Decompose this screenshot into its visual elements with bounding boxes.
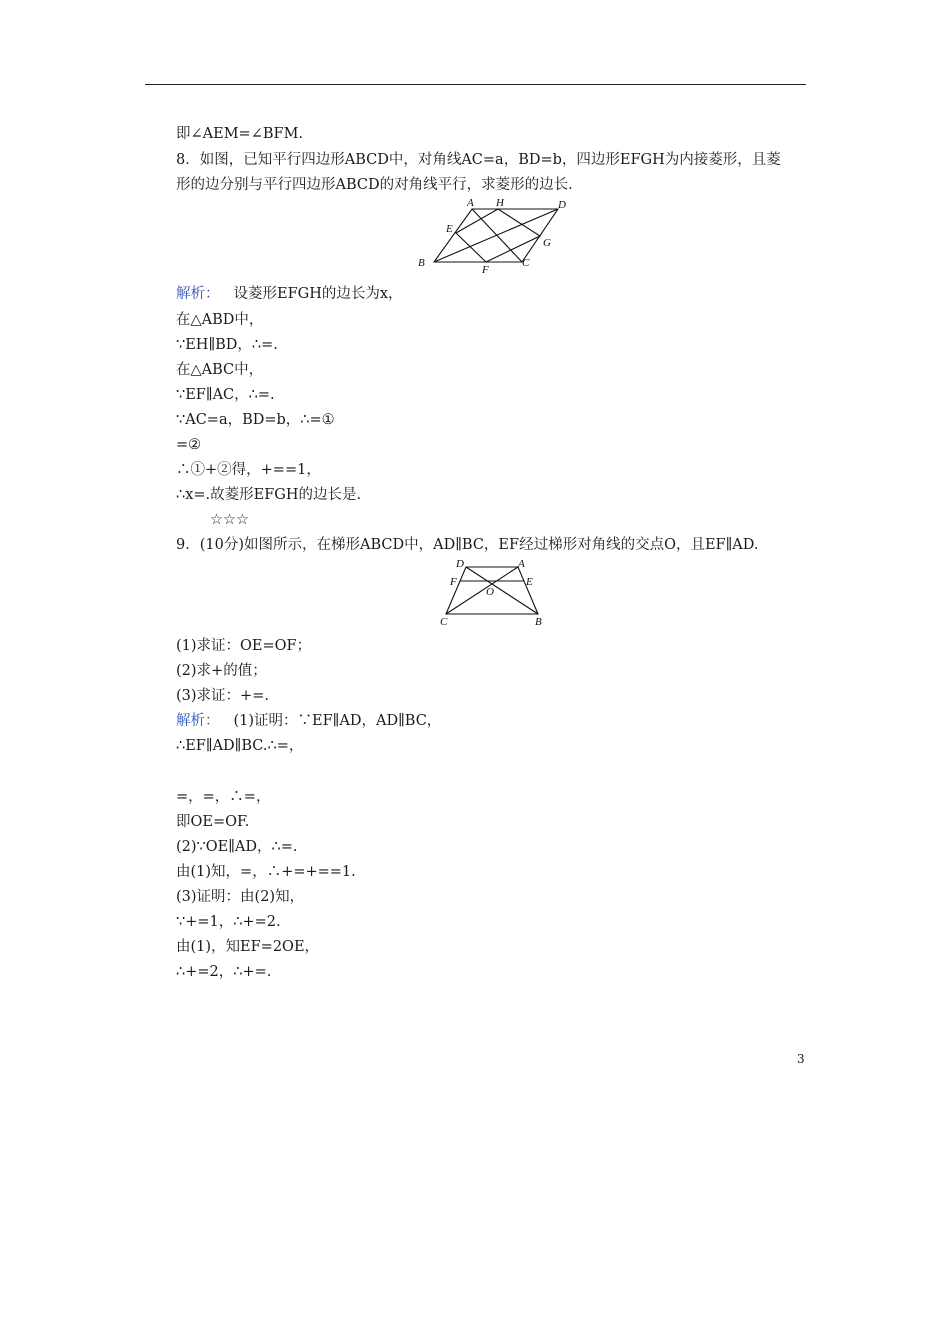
question-9-part-1: (1)求证：OE=OF； (176, 638, 312, 654)
solution-label: 解析： (176, 286, 220, 302)
solution-9-line: ∴EF∥AD∥BC.∴=， (176, 738, 304, 754)
solution-9-line: ∵+=1，∴+=2. (176, 914, 281, 930)
solution-9-line: ∴+=2，∴+=. (176, 964, 272, 980)
solution-label: 解析： (176, 713, 220, 729)
label-f: F (482, 264, 489, 274)
solution-9-line: (3)证明：由(2)知， (176, 889, 305, 905)
solution-8-line: ∵EH∥BD，∴=. (176, 337, 278, 353)
label-b: B (535, 616, 542, 627)
label-e: E (526, 576, 533, 588)
parallelogram-figure (412, 196, 572, 274)
header-rule (145, 84, 806, 85)
page-number: 3 (797, 1052, 805, 1066)
label-c: C (522, 257, 530, 269)
question-9: 9．(10分)如图所示，在梯形ABCD中，AD∥BC，EF经过梯形对角线的交点O，且EF∥AD. (176, 537, 759, 553)
solution-9-first-line (176, 711, 441, 731)
label-d: D (558, 199, 566, 211)
solution-8-line: 在△ABD中， (176, 312, 264, 328)
solution-9-line: =，=，∴=， (176, 789, 271, 805)
label-a: A (467, 197, 474, 209)
solution-9-line: 即OE=OF. (176, 814, 250, 830)
label-g: G (543, 237, 551, 249)
question-8-line-2: 形的边分别与平行四边形ABCD的对角线平行，求菱形的边长． (176, 177, 583, 193)
question-9-part-3: (3)求证：+=. (176, 688, 269, 704)
solution-9-line: 由(1)知，=，∴+=+==1. (176, 864, 356, 880)
label-f: F (450, 576, 457, 588)
solution-8-line: ∴x=.故菱形EFGH的边长是. (176, 487, 362, 503)
solution-8-line: =② (176, 437, 202, 453)
solution-text: 设菱形EFGH的边长为x， (233, 286, 403, 302)
text-line: 即∠AEM=∠BFM. (176, 126, 304, 142)
label-d: D (456, 558, 464, 570)
solution-9-line: (2)∵OE∥AD，∴=. (176, 839, 298, 855)
solution-8-line: ∵AC=a，BD=b，∴=① (176, 412, 335, 428)
diagonal-db (466, 567, 538, 614)
solution-9-line: 由(1)，知EF=2OE， (176, 939, 320, 955)
solution-8-line: 在△ABC中， (176, 362, 264, 378)
label-o: O (486, 586, 494, 598)
label-c: C (440, 616, 448, 627)
question-8-line-1: 8．如图，已知平行四边形ABCD中，对角线AC=a，BD=b，四边形EFGH为内接菱形，且菱 (176, 152, 781, 168)
solution-8-line: ∴①+②得，+==1， (176, 462, 321, 478)
diagonal-ac (446, 567, 518, 614)
trapezoid-figure (436, 557, 550, 627)
question-9-part-2: (2)求+的值； (176, 663, 267, 679)
label-e: E (446, 223, 453, 235)
star-separator: ☆☆☆ (210, 512, 249, 528)
solution-8-line: ∵EF∥AC，∴=. (176, 387, 275, 403)
label-a: A (518, 558, 525, 570)
solution-text: (1)证明：∵EF∥AD，AD∥BC， (233, 713, 442, 729)
label-h: H (496, 197, 504, 209)
label-b: B (418, 257, 425, 269)
solution-8-first-line (176, 284, 403, 304)
